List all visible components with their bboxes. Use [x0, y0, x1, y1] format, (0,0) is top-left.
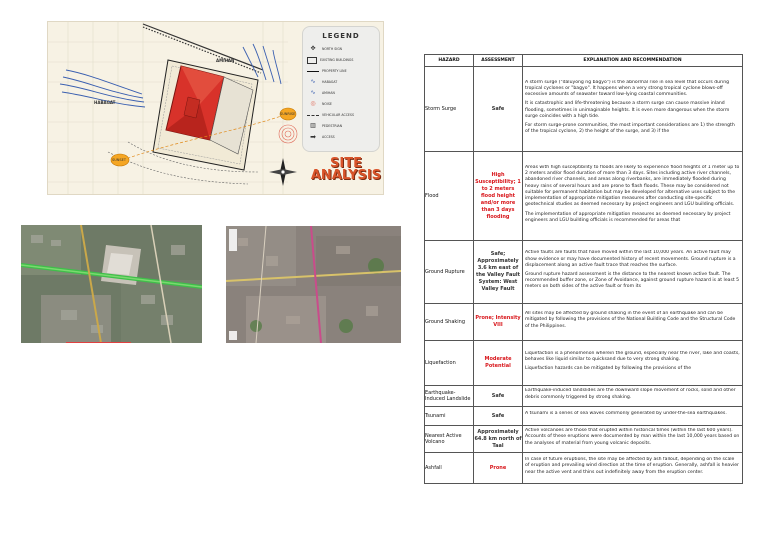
access-icon: ➡ [310, 133, 316, 141]
amihan-icon: ∿ [310, 89, 316, 96]
hazard-cell: Ground Rupture [425, 241, 474, 304]
site-analysis-diagram [47, 21, 384, 195]
explanation-paragraph: Earthquake-induced landslides are the downward slope movement of rocks, solid and other debris commonly triggered by strong shaking. [525, 388, 736, 400]
explanation-paragraph: The implementation of appropriate mitigation measures as deemed necessary by project engineers and LGU building officials is recommended for areas that [525, 211, 731, 223]
legend-title: LEGEND [322, 32, 360, 40]
table-row [425, 407, 743, 426]
explanation-paragraph: Active faults are faults that have moved within the last 10,000 years. An active fault may show evidence or may have documented history of recent movements. Ground rupture is a displacement along an active fault trace that reaches the surface. [525, 250, 736, 268]
vehicular-access-icon [307, 115, 319, 116]
satellite-image-1 [21, 225, 202, 343]
legend-item: ✥ NORTH SIGN [307, 44, 377, 54]
explanation-paragraph: It is catastrophic and life-threatening because a storm surge can cause massive inland flooding, sometimes in unimaginable heights. It is even more dangerous when the storm surge coincides with a high tide. [525, 101, 730, 119]
hazard-cell: Tsunami [425, 407, 474, 426]
explanation-paragraph: Ground rupture hazard assessment is the distance to the nearest known active fault. The recommended buffer zone, or Zone of Avoidance, against ground rupture hazard is at least 5 meters on both sides of the active fault or from its [525, 272, 740, 290]
legend-item: ➡ ACCESS [307, 132, 377, 142]
assessment-cell: Approximately 64.8 km north of Taal [474, 426, 523, 453]
assessment-cell: High Susceptibility; 1 to 2 meters flood height and/or more than 3 days flooding [474, 152, 523, 241]
table-row [425, 341, 743, 386]
assessment-cell: Moderate Potential [474, 341, 523, 386]
hazard-cell: Earthquake-Induced Landslide [425, 386, 474, 407]
legend-item: PROPERTY LINE [307, 66, 377, 76]
hazard-cell: Liquefaction [425, 341, 474, 386]
explanation-cell [523, 67, 743, 152]
legend-item: VEHICULAR ACCESS [307, 110, 377, 120]
legend-item: ∿ AMIHAN [307, 88, 377, 98]
explanation-cell [523, 453, 743, 484]
existing-buildings-icon [307, 57, 317, 64]
noise-icon: ◎ [310, 100, 316, 107]
amihan-label: AMIHAN [216, 58, 235, 63]
pedestrian-icon: ▥ [310, 122, 316, 129]
sunset-label: SUNSET [112, 158, 126, 162]
table-row [425, 304, 743, 341]
explanation-cell [523, 386, 743, 407]
hazard-cell: Ashfall [425, 453, 474, 484]
explanation-cell [523, 304, 743, 341]
explanation-paragraph: For storm surge-prone communities, the most important considerations are 1) the strength of the tropical cyclone, 2) the height of the surge, and 3) if the [525, 122, 735, 135]
sunrise-label: SUNRISE [280, 112, 296, 116]
table-header-row [425, 55, 743, 67]
explanation-paragraph: Liquefaction is a phenomenon wherein the ground, especially near the river, lake and coasts, behaves like liquid similar to quicksand due to very strong shaking. [525, 350, 740, 362]
satellite-image-2 [226, 226, 401, 343]
legend-item: ◎ NOISE [307, 99, 377, 109]
habagat-label: HABAGAT [94, 100, 116, 105]
hazard-cell: Ground Shaking [425, 304, 474, 341]
explanation-cell [523, 341, 743, 386]
assessment-cell: Safe [474, 67, 523, 152]
legend-box [302, 26, 380, 152]
assessment-cell: Prone [474, 453, 523, 484]
column-header-hazard: HAZARD [425, 55, 474, 67]
explanation-paragraph: Areas with high susceptibility to floods are likely to experience flood heights of 1 meter up to 2 meters and/or flood duration of more than 3 days. Sites including active river channels, abandoned river channels, and areas along riverbanks, are immediately flooded during heavy rains of several hours and are prone to flash floods. These may be considered not suitable for permanent habitation but may be developed for alternative uses subject to the implementation of appropriate mitigation measures after conducting site-specific geotechnical studies as deemed necessary by project engineers and LGU building officials. [525, 165, 740, 208]
column-header-explanation: EXPLANATION AND RECOMMENDATION [523, 55, 743, 67]
assessment-cell: Safe; Approximately 3.6 km east of the Valley Fault System: West Valley Fault [474, 241, 523, 304]
site-analysis-title: SITE ANALYSIS [310, 156, 382, 183]
satellite-photo-2 [226, 226, 401, 343]
explanation-paragraph: In case of future eruptions, the site may be affected by ash fallout, depending on the scale of eruption and prevailing wind direction at the time of eruption. Generally, ashfall is heavier near the active vent and thins out indefinitely away from the eruption center. [525, 457, 739, 475]
pedestrian-path [143, 24, 263, 73]
explanation-paragraph: Active volcanoes are those that erupted within historical times (within the last 600 years). Accounts of these eruptions were documented by man within the last 10,000 years based on the analyses of material from young volcanic deposits. [525, 428, 740, 446]
assessment-cell: Safe [474, 386, 523, 407]
assessment-cell: Prone; Intensity VIII [474, 304, 523, 341]
legend-item: ▥ PEDESTRIAN [307, 121, 377, 131]
table-row [425, 426, 743, 453]
table-row [425, 67, 743, 152]
property-line-icon [307, 71, 319, 72]
habagat-icon: ∿ [310, 78, 316, 85]
table-row [425, 241, 743, 304]
legend-item: ∿ HABAGAT [307, 77, 377, 87]
satellite-photo-1 [21, 225, 202, 343]
explanation-cell [523, 407, 743, 426]
north-sign-icon: ✥ [310, 45, 316, 52]
explanation-cell [523, 241, 743, 304]
column-header-assessment: ASSESSMENT [474, 55, 523, 67]
assessment-cell: Safe [474, 407, 523, 426]
hazard-cell: Nearest Active Volcano [425, 426, 474, 453]
explanation-paragraph: A storm surge ("daluyong ng bagyo") is the abnormal rise in sea level that occurs during tropical cyclones or "bagyo". It happens when a very strong tropical cyclone blows-off excessive amounts of seawater toward low-lying coastal communities. [525, 79, 730, 98]
table-row [425, 152, 743, 241]
explanation-cell [523, 426, 743, 453]
legend-item: EXISTING BUILDINGS [307, 55, 377, 65]
explanation-paragraph: Liquefaction hazards can be mitigated by following the provisions of the [525, 366, 692, 372]
explanation-cell [523, 152, 743, 241]
hazard-cell: Flood [425, 152, 474, 241]
table-row [425, 453, 743, 484]
explanation-paragraph: A tsunami is a series of sea waves commonly generated by under-the-sea earthquakes. [525, 411, 727, 417]
hazard-assessment-table [424, 54, 743, 484]
table-row [425, 386, 743, 407]
hazard-cell: Storm Surge [425, 67, 474, 152]
noise-rings [279, 125, 297, 143]
explanation-paragraph: All sites may be affected by ground shaking in the event of an earthquake and can be mitigated by following the provisions of the National Building Code and the Structural Code of the Philippines. [525, 311, 736, 329]
